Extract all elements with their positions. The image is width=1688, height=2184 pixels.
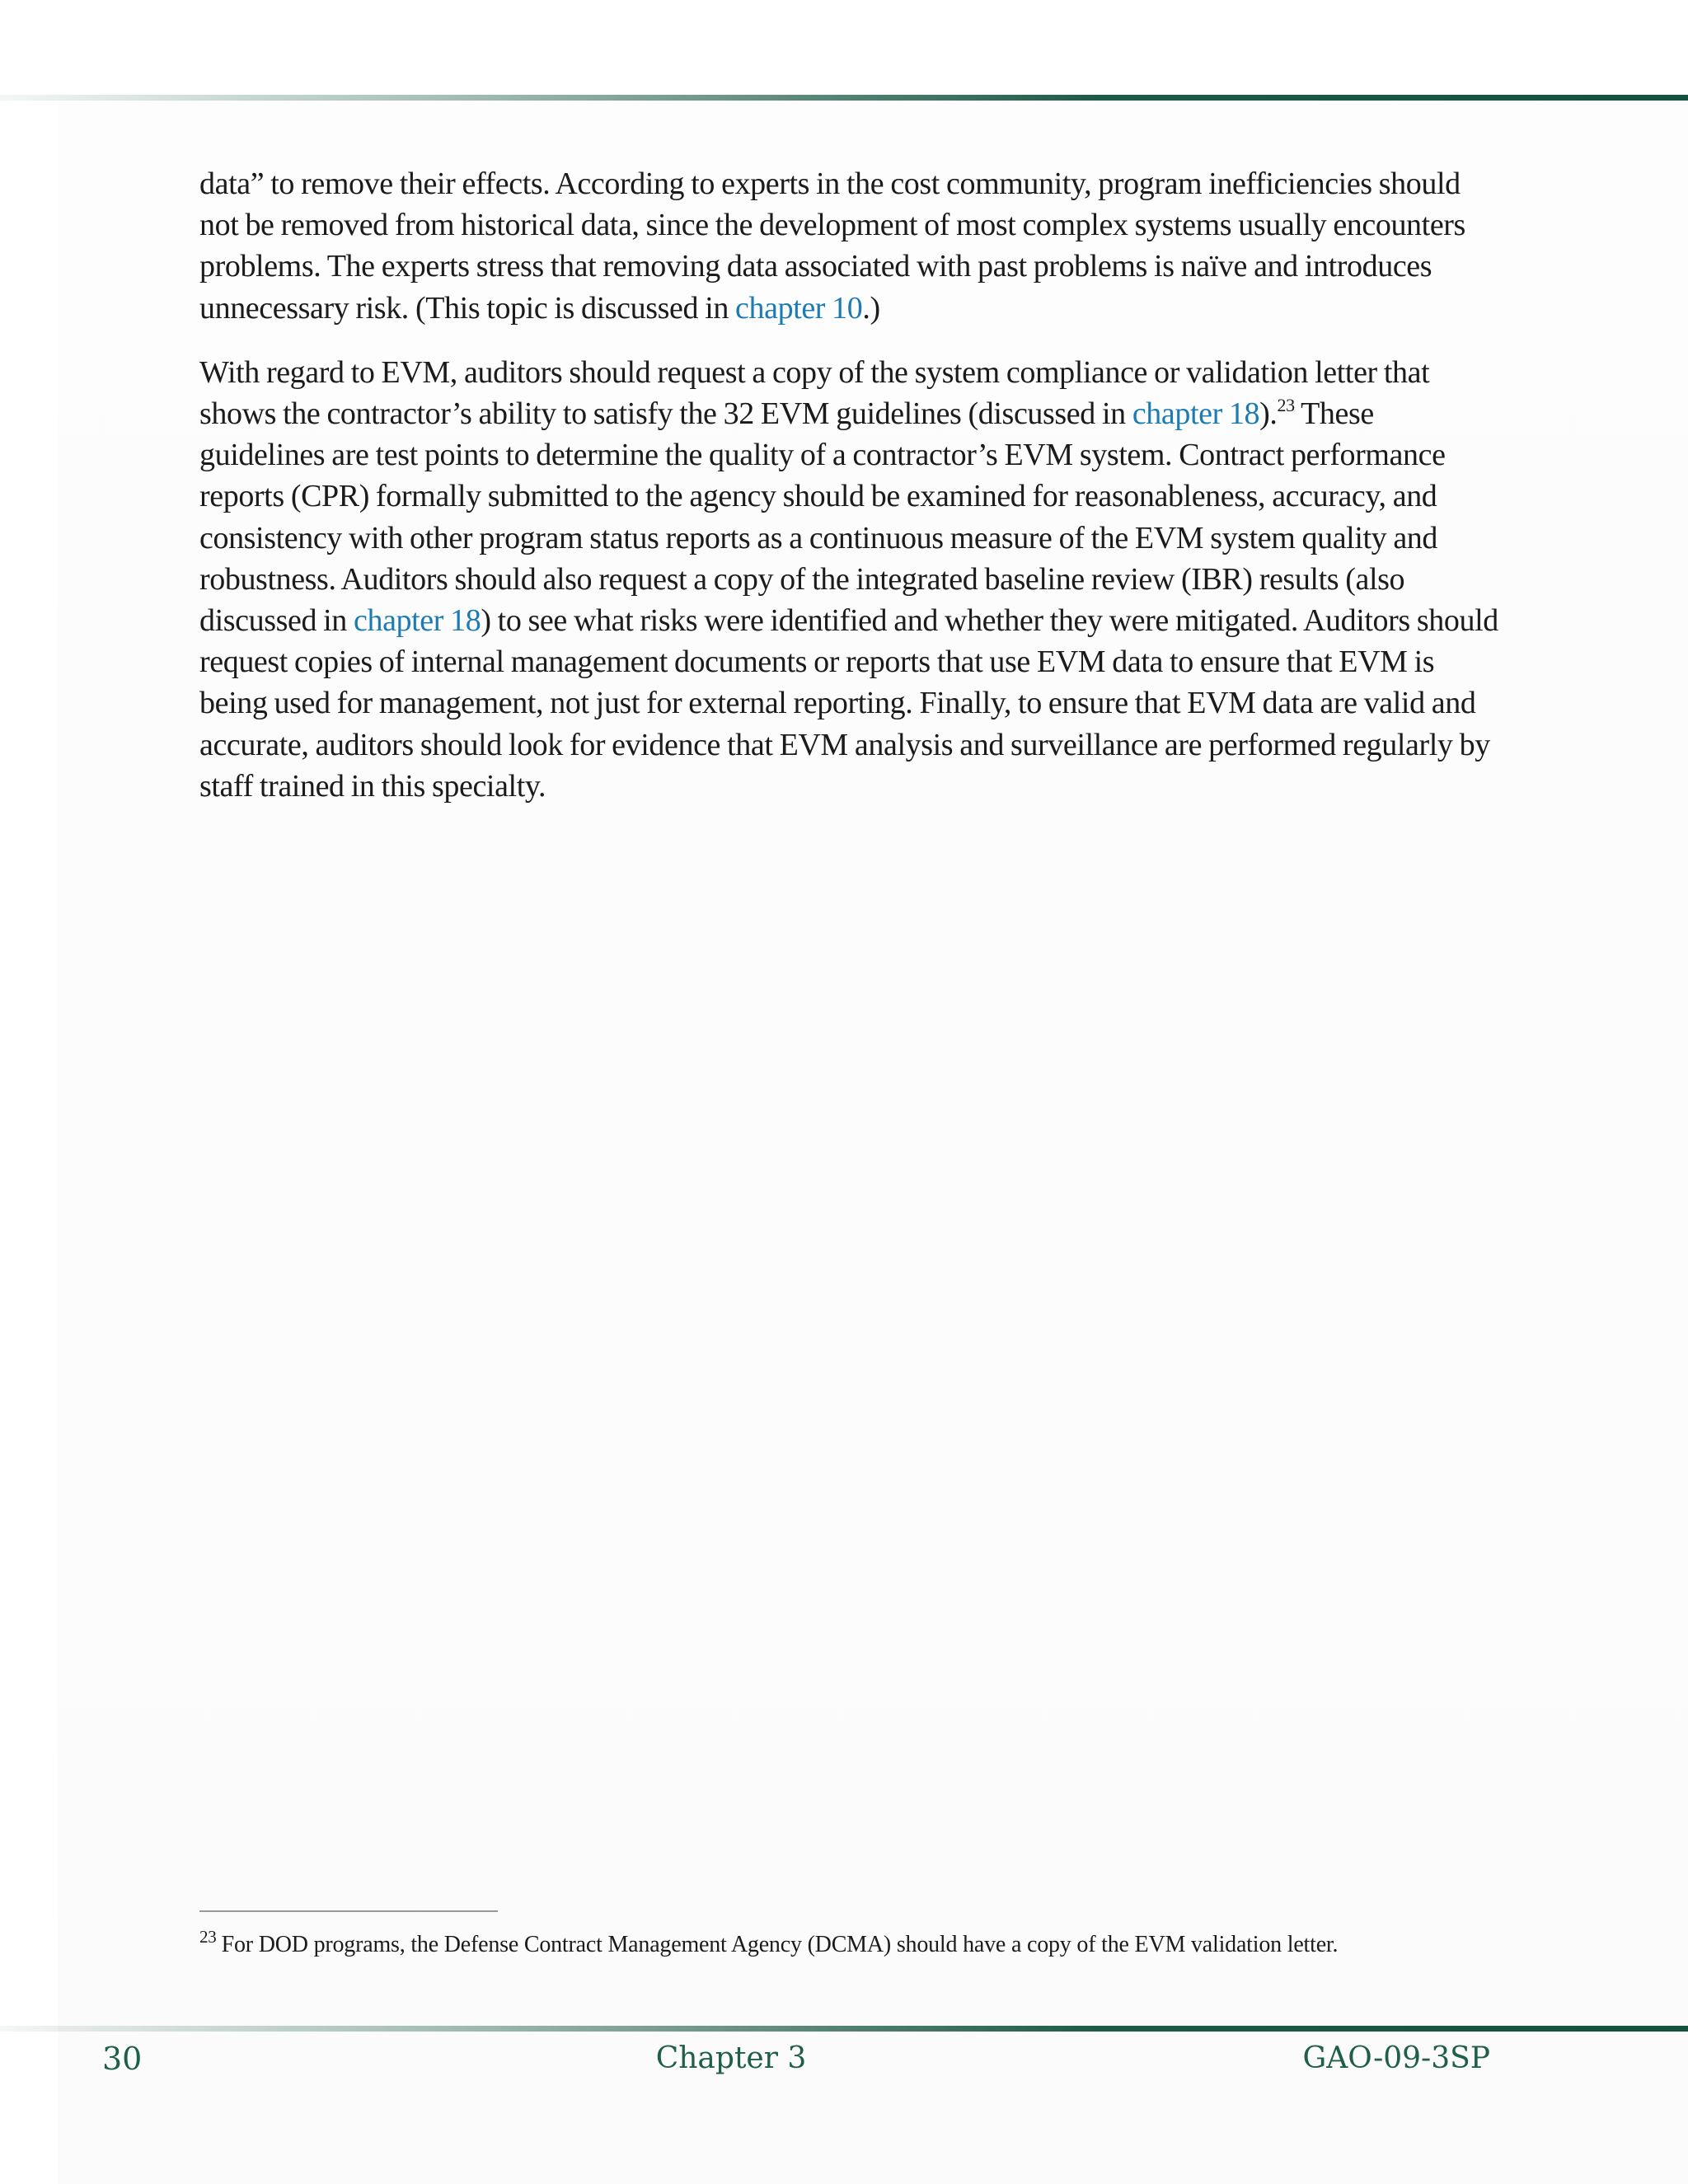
paragraph-text: ) to see what risks were identified and whether they were mitigated. Auditors should request copies of internal management documents or reports that use EVM data to ensure that EVM is being used for management, not just for external reporting. Finally, to ensure that EVM data are valid and accurate, auditors should look for evidence that EVM analysis and surveillance are performed regularly by staff trained in this specialty.: [199, 603, 1498, 804]
paragraph-text: .): [862, 290, 880, 326]
footnote-divider: [199, 1910, 498, 1912]
paragraph-historical-data: [199, 163, 1502, 329]
footnote-reference[interactable]: 23: [1277, 395, 1295, 416]
footnote: [199, 1927, 1518, 1960]
body-text: [199, 163, 1502, 830]
header-rule: [0, 95, 1688, 101]
paragraph-text: These guidelines are test points to determine the quality of a contractor’s EVM system. Contract performance reports (CPR) formally submitted to the agency should be examined for reasonableness, accuracy, and consistency with other program status reports as a continuous measure of the EVM system quality and robustness. Auditors should also request a copy of the integrated baseline review (IBR) results (also discussed in: [199, 396, 1446, 639]
chapter-10-link[interactable]: chapter 10: [735, 290, 863, 326]
paragraph-text: data” to remove their effects. According to experts in the cost community, program inefficiencies should not be removed from historical data, since the development of most complex systems usually encounters problems. The experts stress that removing data associated with past problems is naïve and introduces unnecessary risk. (This topic is discussed in: [199, 166, 1465, 326]
footnote-text: For DOD programs, the Defense Contract Management Agency (DCMA) should have a copy of the EVM validation letter.: [221, 1932, 1339, 1957]
paragraph-text: With regard to EVM, auditors should request a copy of the system compliance or validation letter that shows the contractor’s ability to satisfy the 32 EVM guidelines (discussed in: [199, 354, 1430, 432]
document-id: GAO-09-3SP: [1302, 2041, 1490, 2075]
paragraph-evm-audit: [199, 352, 1502, 807]
chapter-18-link[interactable]: chapter 18: [354, 603, 481, 639]
footnote-number: 23: [199, 1927, 217, 1947]
footer-rule: [0, 2026, 1688, 2032]
chapter-18-link[interactable]: chapter 18: [1132, 396, 1260, 432]
paragraph-text: ).: [1259, 396, 1278, 432]
chapter-label: Chapter 3: [655, 2041, 807, 2075]
page-number: 30: [102, 2041, 143, 2077]
